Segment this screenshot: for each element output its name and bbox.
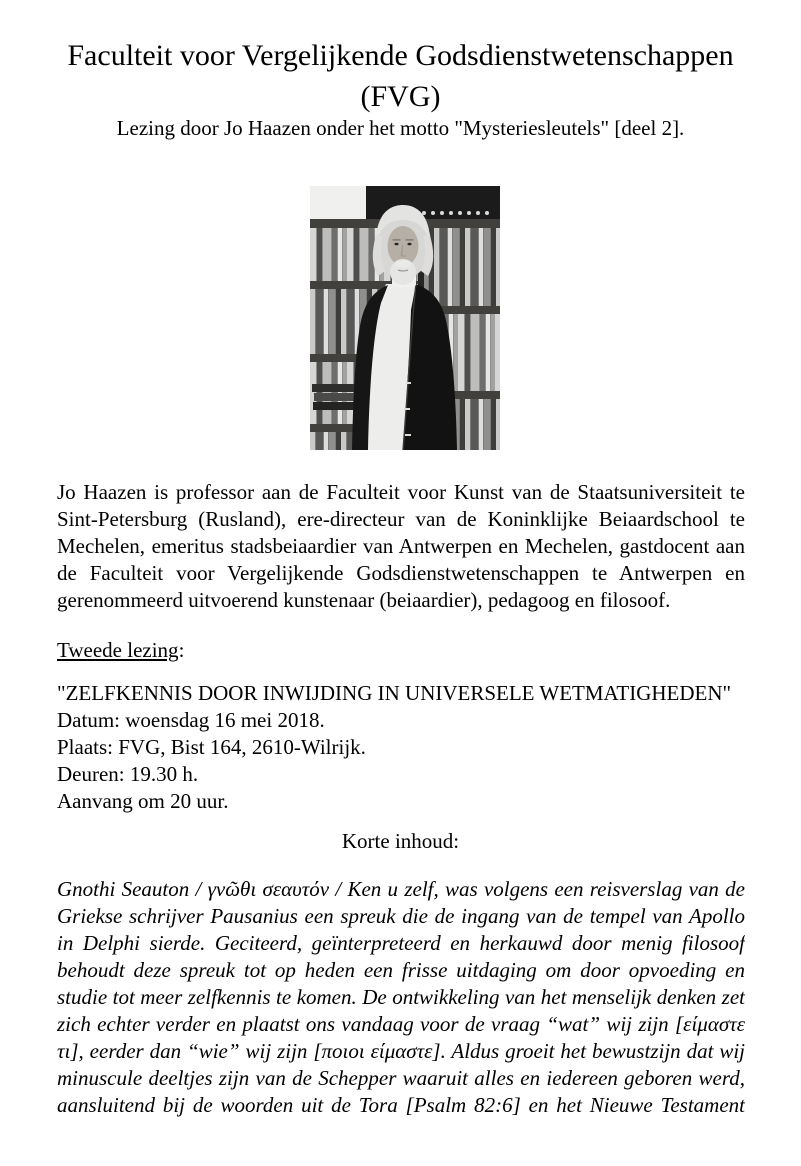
- summary-paragraph: [57, 876, 745, 1119]
- summary-line: minuscule deeltjes zijn van de Schepper waaruit alles en iedereen geboren werd,: [57, 1066, 745, 1090]
- page-title: [0, 35, 801, 117]
- lecture-heading-colon: :: [178, 638, 185, 662]
- portrait-photo: [310, 186, 500, 450]
- page-subtitle: Lezing door Jo Haazen onder het motto "Mysteriesleutels" [deel 2].: [116, 116, 685, 140]
- lecture-location: Plaats: FVG, Bist 164, 2610-Wilrijk.: [57, 735, 366, 759]
- summary-line: τι], eerder dan “wie” wij zijn [ποιοι είμαστε]. Aldus groeit het bewustzijn dat wij: [57, 1039, 745, 1063]
- lecture-date: Datum: woensdag 16 mei 2018.: [57, 708, 325, 732]
- bio-line: Jo Haazen is professor aan de Faculteit voor Kunst van de Staatsuniversiteit te: [57, 480, 745, 504]
- lecture-title: "ZELFKENNIS DOOR INWIJDING IN UNIVERSELE WETMATIGHEDEN": [57, 681, 732, 705]
- summary-line: behoudt deze spreuk tot op heden een frisse uitdaging om door opvoeding en: [57, 958, 745, 982]
- summary-line: in Delphi sierde. Geciteerd, geïnterpreteerd en herkauwd door menig filosoof: [57, 931, 745, 955]
- lecture-start-time: Aanvang om 20 uur.: [57, 789, 229, 813]
- bio-line: Sint-Petersburg (Rusland), ere-directeur van de Koninklijke Beiaardschool te: [57, 507, 745, 531]
- summary-line: studie tot meer zelfkennis te komen. De ontwikkeling van het menselijk denken zet: [57, 985, 745, 1009]
- summary-line: aansluitend bij de woorden uit de Tora [Psalm 82:6] en het Nieuwe Testament: [57, 1093, 745, 1117]
- summary-line: Gnothi Seauton / γνῶθι σεαυτόν / Ken u zelf, was volgens een reisverslag van de: [57, 877, 745, 901]
- lecture-doors: Deuren: 19.30 h.: [57, 762, 199, 786]
- bio-line: Mechelen, emeritus stadsbeiaardier van Antwerpen en Mechelen, gastdocent aan: [57, 534, 745, 558]
- bio-line: gerenommeerd uitvoerend kunstenaar (beiaardier), pedagoog en filosoof.: [57, 588, 671, 612]
- summary-heading: Korte inhoud:: [341, 829, 460, 853]
- lecture-details: [57, 680, 745, 815]
- summary-line: zich echter verder en plaatst ons vandaag voor de vraag “wat” wij zijn [είμαστε: [57, 1012, 745, 1036]
- lecture-heading: [57, 637, 184, 664]
- summary-line: Griekse schrijver Pausanius een spreuk die de ingang van de tempel van Apollo: [57, 904, 745, 928]
- title-line-2: (FVG): [360, 80, 441, 113]
- title-line-1: Faculteit voor Vergelijkende Godsdienstwetenschappen: [67, 39, 734, 72]
- lecture-heading-underlined-text: Tweede lezing: [57, 638, 179, 662]
- bookshelf-portrait-illustration: [310, 186, 500, 450]
- bio-line: de Faculteit voor Vergelijkende Godsdienstwetenschappen te Antwerpen en: [57, 561, 745, 585]
- bio-paragraph: [57, 479, 745, 614]
